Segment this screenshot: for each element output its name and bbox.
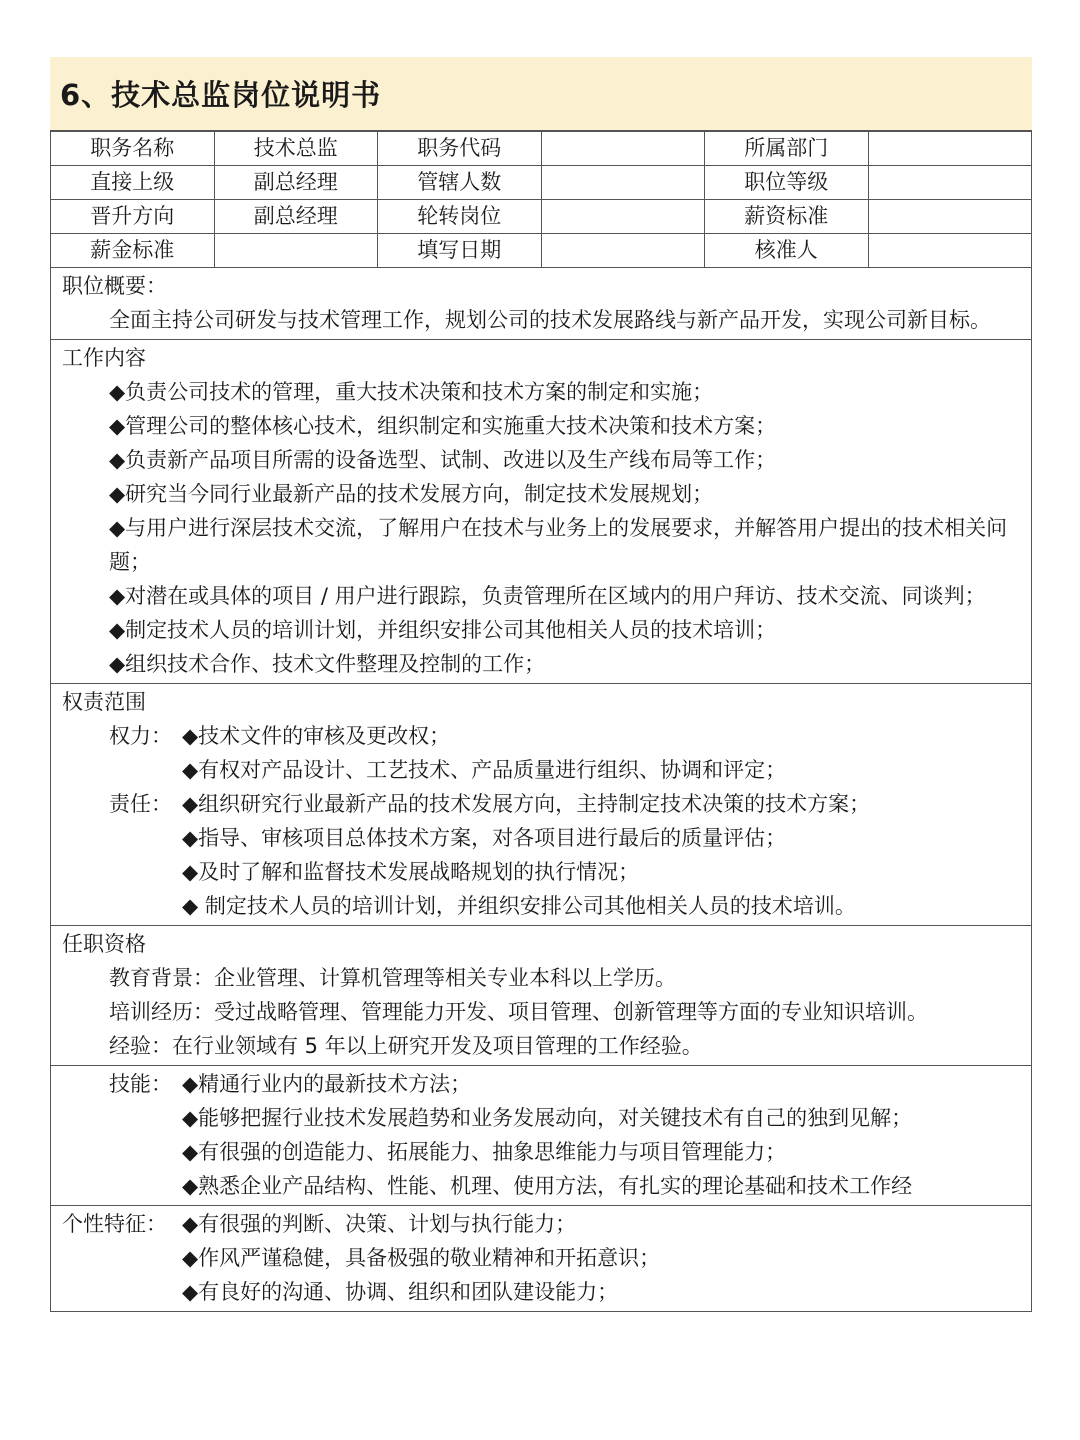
table-cell xyxy=(541,166,705,200)
page-title: 6、技术总监岗位说明书 xyxy=(60,78,382,112)
table-cell: 管辖人数 xyxy=(378,166,542,200)
list-item: ◆制定技术人员的培训计划，并组织安排公司其他相关人员的技术培训； xyxy=(109,618,777,642)
table-cell: 薪金标准 xyxy=(51,234,215,268)
table-cell xyxy=(868,132,1032,166)
list-item: ◆能够把握行业技术发展趋势和业务发展动向，对关键技术有自己的独到见解； xyxy=(182,1106,913,1130)
table-cell xyxy=(541,200,705,234)
info-table xyxy=(50,131,1032,268)
list-item: ◆及时了解和监督技术发展战略规划的执行情况； xyxy=(182,860,640,884)
power-group xyxy=(62,719,1020,787)
table-cell xyxy=(541,132,705,166)
qualification-section xyxy=(50,926,1032,1066)
table-row xyxy=(51,166,1032,200)
list-item: ◆作风严谨稳健，具备极强的敬业精神和开拓意识； xyxy=(182,1246,661,1270)
table-cell: 薪资标准 xyxy=(705,200,869,234)
table-cell: 职务名称 xyxy=(51,132,215,166)
table-cell: 核准人 xyxy=(705,234,869,268)
table-row xyxy=(51,132,1032,166)
table-cell: 直接上级 xyxy=(51,166,215,200)
list-item: ◆有良好的沟通、协调、组织和团队建设能力； xyxy=(182,1280,619,1304)
table-cell: 职位等级 xyxy=(705,166,869,200)
table-cell: 填写日期 xyxy=(378,234,542,268)
work-section xyxy=(50,340,1032,684)
personality-group xyxy=(62,1207,1020,1309)
authority-section xyxy=(50,684,1032,926)
table-cell xyxy=(214,234,378,268)
list-item: ◆组织技术合作、技术文件整理及控制的工作； xyxy=(109,652,546,676)
table-cell xyxy=(868,234,1032,268)
section-heading: 任职资格 xyxy=(62,932,146,956)
list-item: ◆指导、审核项目总体技术方案，对各项目进行最后的质量评估； xyxy=(182,826,787,850)
list-item: ◆研究当今同行业最新产品的技术发展方向，制定技术发展规划； xyxy=(109,482,714,506)
table-cell xyxy=(541,234,705,268)
list-item: ◆熟悉企业产品结构、性能、机理、使用方法，有扎实的理论基础和技术工作经 xyxy=(182,1174,913,1198)
table-cell: 职务代码 xyxy=(378,132,542,166)
section-heading: 权责范围 xyxy=(62,690,146,714)
overview-text: 全面主持公司研发与技术管理工作，规划公司的技术发展路线与新产品开发，实现公司新目标。 xyxy=(109,308,991,332)
table-cell xyxy=(868,166,1032,200)
section-heading: 工作内容 xyxy=(62,346,146,370)
section-heading: 职位概要： xyxy=(62,274,167,298)
list-item: ◆组织研究行业最新产品的技术发展方向，主持制定技术决策的技术方案； xyxy=(182,792,871,816)
table-cell: 副总经理 xyxy=(214,166,378,200)
table-cell: 晋升方向 xyxy=(51,200,215,234)
list-item: 经验：在行业领域有 5 年以上研究开发及项目管理的工作经验。 xyxy=(109,1034,703,1058)
personality-label: 个性特征： xyxy=(62,1212,167,1236)
table-cell xyxy=(868,200,1032,234)
power-label: 权力： xyxy=(109,724,172,748)
skills-section xyxy=(50,1066,1032,1206)
list-item: ◆有很强的判断、决策、计划与执行能力； xyxy=(182,1212,577,1236)
list-item: ◆技术文件的审核及更改权； xyxy=(182,724,451,748)
table-cell: 所属部门 xyxy=(705,132,869,166)
list-item: ◆有很强的创造能力、拓展能力、抽象思维能力与项目管理能力； xyxy=(182,1140,787,1164)
table-row xyxy=(51,200,1032,234)
title-bar xyxy=(50,57,1032,131)
list-item: ◆管理公司的整体核心技术，组织制定和实施重大技术决策和技术方案； xyxy=(109,414,777,438)
table-row xyxy=(51,234,1032,268)
job-description-sheet xyxy=(50,57,1032,1312)
skills-label: 技能： xyxy=(109,1072,172,1096)
table-cell: 轮转岗位 xyxy=(378,200,542,234)
list-item: ◆精通行业内的最新技术方法； xyxy=(182,1072,472,1096)
table-cell: 技术总监 xyxy=(214,132,378,166)
list-item: ◆与用户进行深层技术交流，了解用户在技术与业务上的发展要求，并解答用户提出的技术相关问题； xyxy=(109,516,1008,574)
table-cell: 副总经理 xyxy=(214,200,378,234)
list-item: ◆负责新产品项目所需的设备选型、试制、改进以及生产线布局等工作； xyxy=(109,448,777,472)
duty-group xyxy=(62,787,1020,923)
skills-group xyxy=(62,1067,1020,1203)
personality-section xyxy=(50,1206,1032,1312)
overview-section xyxy=(50,268,1032,340)
list-item: 培训经历：受过战略管理、管理能力开发、项目管理、创新管理等方面的专业知识培训。 xyxy=(109,1000,928,1024)
list-item: ◆对潜在或具体的项目 / 用户进行跟踪，负责管理所在区域内的用户拜访、技术交流、同谈判； xyxy=(109,584,986,608)
list-item: ◆负责公司技术的管理，重大技术决策和技术方案的制定和实施； xyxy=(109,380,714,404)
list-item: ◆有权对产品设计、工艺技术、产品质量进行组织、协调和评定； xyxy=(182,758,787,782)
duty-label: 责任： xyxy=(109,792,172,816)
list-item: 教育背景：企业管理、计算机管理等相关专业本科以上学历。 xyxy=(109,966,676,990)
list-item: ◆ 制定技术人员的培训计划，并组织安排公司其他相关人员的技术培训。 xyxy=(182,894,856,918)
